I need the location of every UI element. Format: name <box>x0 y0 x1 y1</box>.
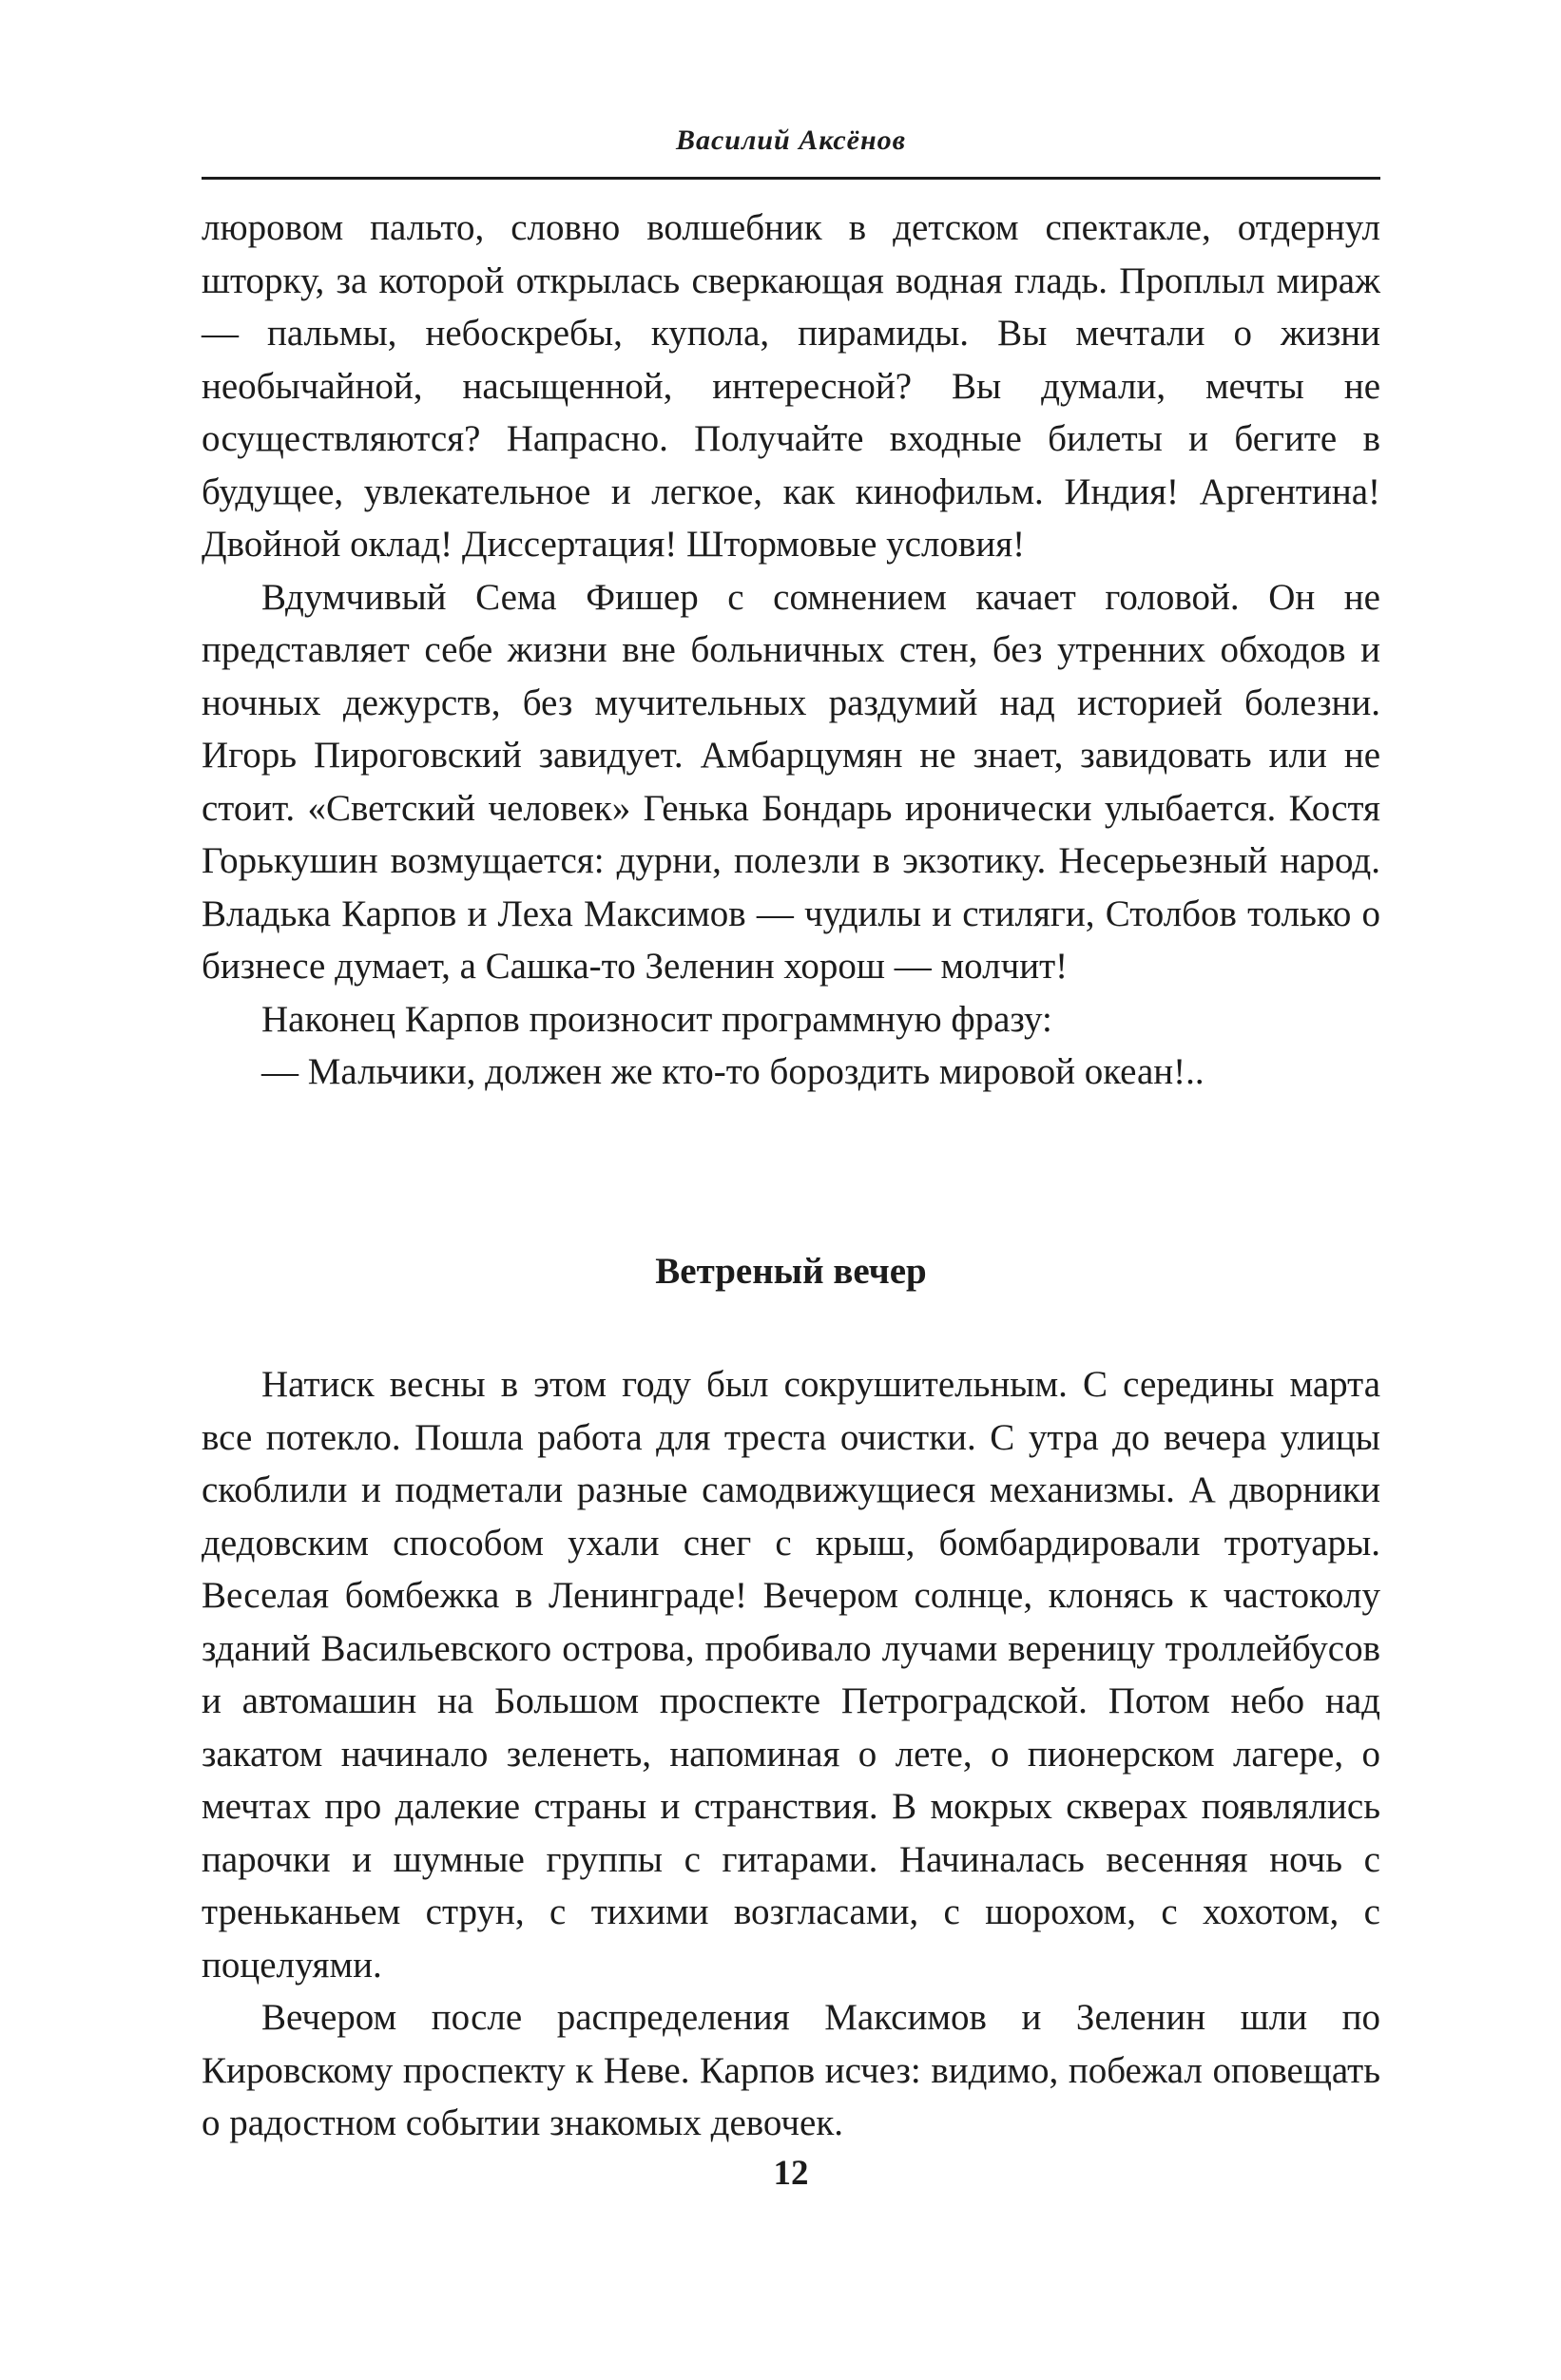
paragraph: Наконец Карпов произносит программную фразу: <box>261 998 1052 1040</box>
paragraph: Натиск весны в этом году был сокрушительным. С середины марта все потекло. Пошла работа для треста очистки. С утра до вечера улицы скоблили и подметали разные самодвижущиеся механизмы. А дворники дедовским способом ухали снег с крыш, бомбардировали тротуары. Веселая бомбежка в Ленинграде! Вечером солнце, клонясь к частоколу зданий Васильевского острова, пробивало лучами вереницу троллейбусов и автомашин на Большом проспекте Петроградской. Потом небо над закатом начинало зеленеть, напоминая о лете, о пионерском лагере, о мечтах про далекие страны и странствия. В мокрых скверах появлялись парочки и шумные группы с гитарами. Начиналась весенняя ночь с треньканьем струн, с тихими возгласами, с шорохом, с хохотом, с поцелуями. <box>202 1364 1380 1986</box>
paragraph: — Мальчики, должен же кто-то бороздить мировой океан!.. <box>261 1051 1204 1092</box>
header-rule <box>202 177 1380 180</box>
paragraph: Вечером после распределения Максимов и Зеленин шли по Кировскому проспекту к Неве. Карпов исчез: видимо, побежал оповещать о радостном событии знакомых девочек. <box>202 1997 1380 2143</box>
section-title: Ветреный вечер <box>655 1251 927 1292</box>
paragraph: Вдумчивый Сема Фишер с сомнением качает головой. Он не представляет себе жизни вне больничных стен, без утренних обходов и ночных дежурств, без мучительных раздумий над историей болезни. Игорь Пироговский завидует. Амбарцумян не знает, завидовать или не стоит. «Светский человек» Генька Бондарь иронически улыбается. Костя Горькушин возмущается: дурни, полезли в экзотику. Несерьезный народ. Владька Карпов и Леха Максимов — чудилы и стиляги, Столбов только о бизнесе думает, а Сашка-то Зеленин хорош — молчит! <box>202 576 1380 987</box>
paragraph: люровом пальто, словно волшебник в детском спектакле, отдернул шторку, за которой открылась сверкающая водная гладь. Проплыл мираж — пальмы, небоскребы, купола, пирамиды. Вы мечтали о жизни необычайной, насыщенной, интересной? Вы думали, мечты не осуществляются? Напрасно. Получайте входные билеты и бегите в будущее, увлекательное и легкое, как кинофильм. Индия! Аргентина! Двойной оклад! Диссертация! Штормовые условия! <box>202 207 1380 565</box>
page-number: 12 <box>773 2154 809 2193</box>
running-header-author: Василий Аксёнов <box>675 125 907 156</box>
text-block-bottom <box>202 1358 1380 2150</box>
text-block-top <box>202 202 1380 1099</box>
